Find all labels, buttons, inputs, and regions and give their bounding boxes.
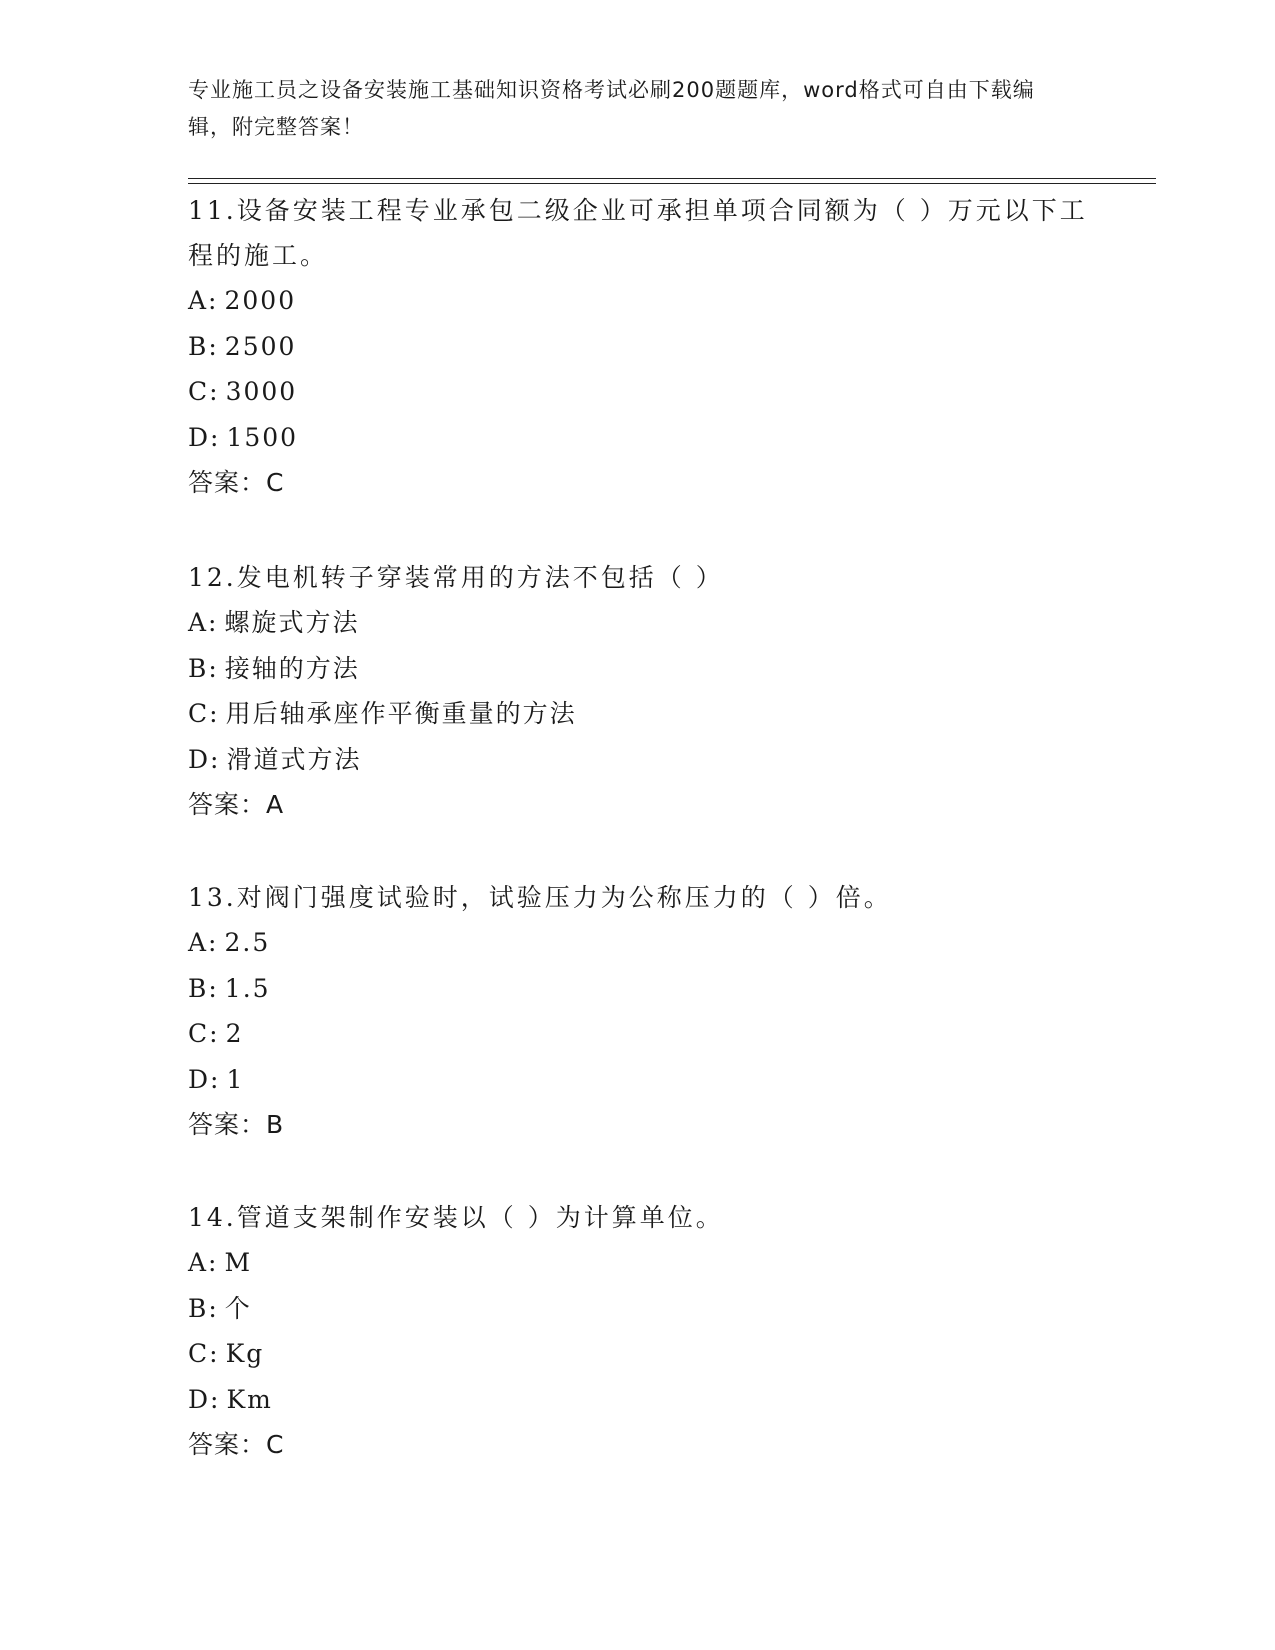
option-label: A: [188, 928, 219, 957]
option-a [188, 600, 1088, 646]
option-b [188, 324, 1088, 370]
option-text: 2 [225, 1019, 244, 1048]
option-label: A: [188, 286, 219, 315]
option-label: A: [188, 608, 219, 637]
question-stem: 14.管道支架制作安装以（ ）为计算单位。 [188, 1203, 724, 1232]
option-text: 螺旋式方法 [224, 608, 360, 637]
question-13 [188, 875, 1088, 1147]
option-b [188, 1286, 1088, 1332]
option-text: M [224, 1248, 253, 1277]
option-b [188, 646, 1088, 692]
option-text: 接轴的方法 [224, 653, 360, 683]
option-label: A: [188, 1248, 219, 1277]
question-11 [188, 188, 1088, 505]
option-c [188, 1331, 1088, 1377]
option-d [188, 1057, 1088, 1103]
option-a [188, 278, 1088, 324]
answer-line: 答案：C [188, 1430, 285, 1459]
answer-line: 答案：A [188, 790, 285, 819]
option-label: C: [188, 699, 220, 728]
option-text: Kg [225, 1339, 265, 1368]
option-d [188, 415, 1088, 461]
option-text: 3000 [225, 377, 298, 406]
option-c [188, 691, 1088, 737]
question-12 [188, 555, 1088, 827]
document-header: 专业施工员之设备安装施工基础知识资格考试必刷200题题库，word格式可自由下载编辑，附完整答案！ [188, 78, 1035, 139]
answer-line: 答案：C [188, 468, 285, 497]
option-text: 1.5 [224, 973, 271, 1003]
option-label: B: [188, 973, 219, 1003]
header-rule-top [188, 178, 1156, 179]
header-rule-bottom [188, 183, 1156, 184]
option-a [188, 1240, 1088, 1286]
option-a [188, 920, 1088, 966]
option-c [188, 1011, 1088, 1057]
option-text: 用后轴承座作平衡重量的方法 [225, 699, 577, 728]
option-label: C: [188, 377, 220, 406]
option-label: D: [188, 422, 221, 452]
option-text: Km [226, 1384, 273, 1414]
option-text: 滑道式方法 [226, 744, 362, 774]
option-text: 2.5 [224, 928, 271, 957]
option-text: 1 [226, 1064, 245, 1094]
option-label: D: [188, 1384, 221, 1414]
option-d [188, 1377, 1088, 1423]
option-text: 个 [224, 1293, 252, 1323]
option-label: B: [188, 653, 219, 683]
option-label: B: [188, 1293, 219, 1323]
question-stem: 12.发电机转子穿装常用的方法不包括（ ） [188, 563, 724, 592]
question-stem: 11.设备安装工程专业承包二级企业可承担单项合同额为（ ）万元以下工程的施工。 [188, 196, 1088, 270]
option-label: C: [188, 1019, 220, 1048]
option-label: D: [188, 744, 221, 774]
option-label: D: [188, 1064, 221, 1094]
option-d [188, 737, 1088, 783]
question-stem: 13.对阀门强度试验时，试验压力为公称压力的（ ）倍。 [188, 883, 892, 912]
option-text: 1500 [226, 422, 299, 452]
option-text: 2000 [224, 286, 297, 315]
option-label: C: [188, 1339, 220, 1368]
question-14 [188, 1195, 1088, 1467]
option-c [188, 369, 1088, 415]
option-label: B: [188, 331, 219, 361]
answer-line: 答案：B [188, 1110, 285, 1139]
option-text: 2500 [224, 331, 297, 361]
option-b [188, 966, 1088, 1012]
